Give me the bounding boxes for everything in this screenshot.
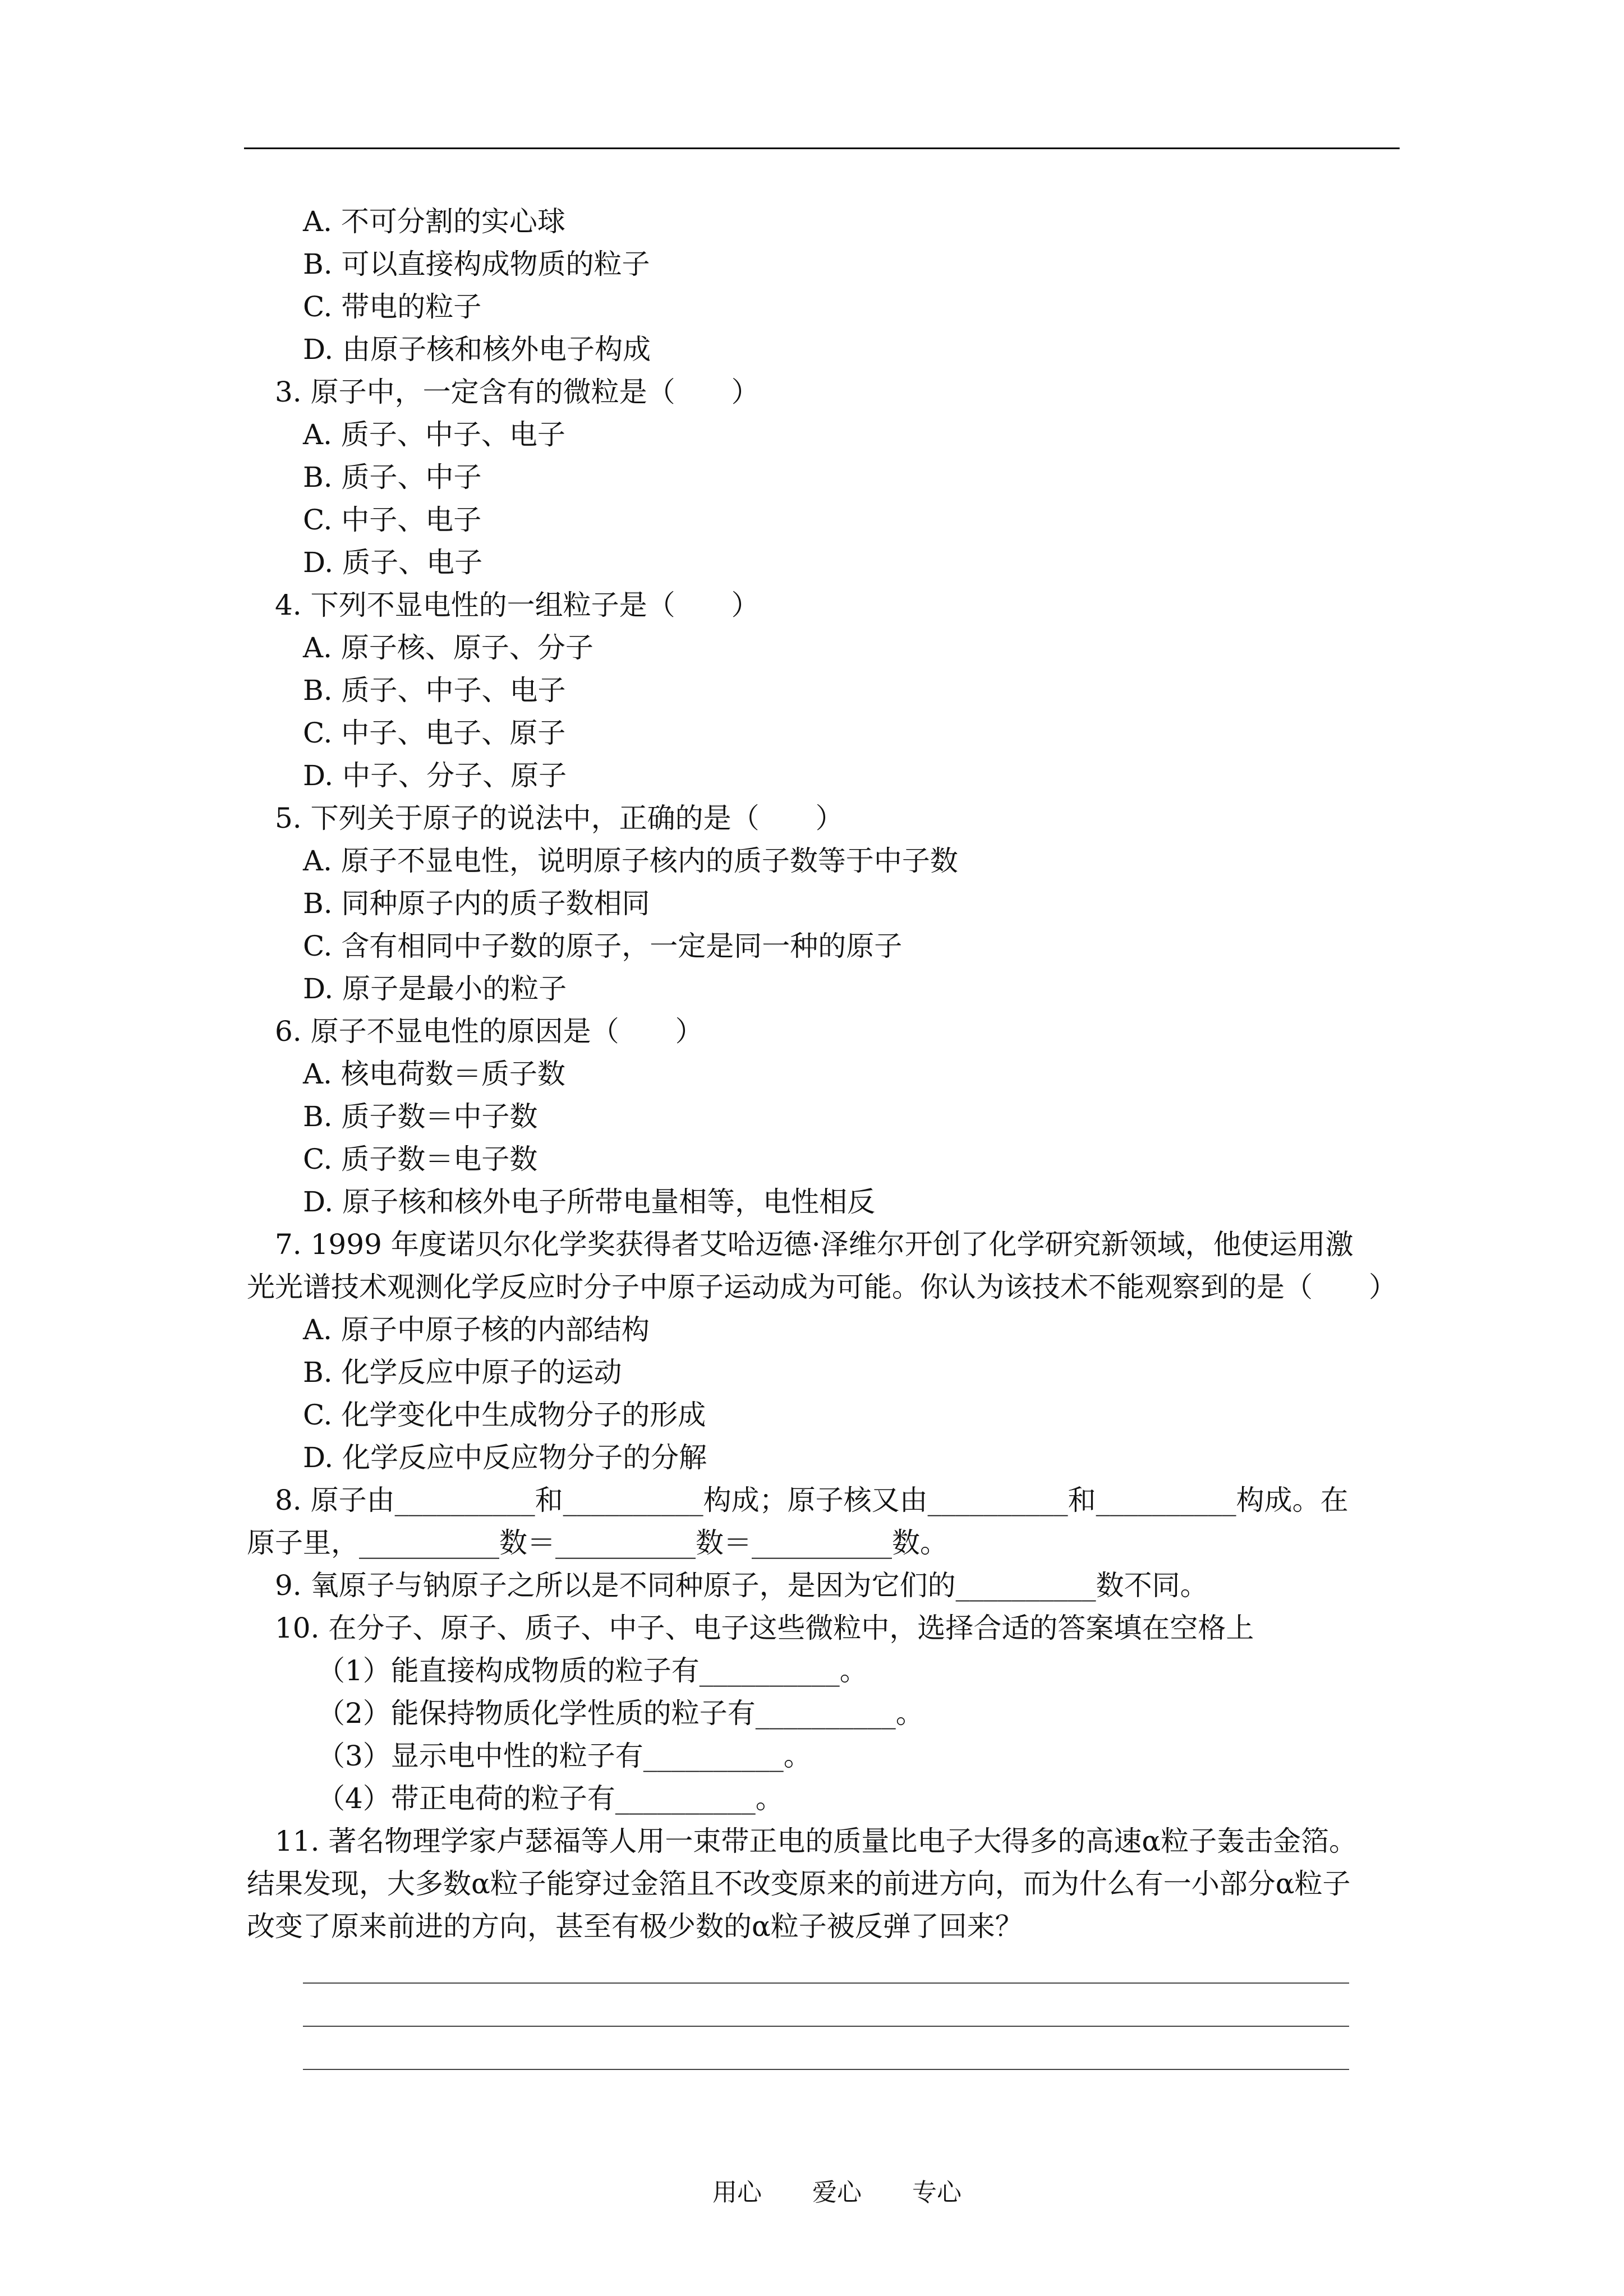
- option-a: A. 核电荷数＝质子数: [303, 1058, 565, 1090]
- option-d: D. 化学反应中反应物分子的分解: [303, 1441, 707, 1474]
- question-11-continued: 改变了原来前进的方向，甚至有极少数的α粒子被反弹了回来？: [247, 1910, 1023, 1943]
- answer-line: [303, 1983, 1349, 1984]
- option-c: C. 带电的粒子: [303, 291, 482, 323]
- question-11: 11. 著名物理学家卢瑟福等人用一束带正电的质量比电子大得多的高速α粒子轰击金箔。: [275, 1825, 1358, 1857]
- question-10: 10. 在分子、原子、质子、中子、电子这些微粒中，选择合适的答案填在空格上: [275, 1612, 1254, 1644]
- footer: [697, 2149, 961, 2207]
- sub-question-1: （1）能直接构成物质的粒子有__________。: [317, 1654, 868, 1687]
- answer-line: [303, 2069, 1349, 2070]
- option-a: A. 原子中原子核的内部结构: [303, 1313, 650, 1346]
- option-c: C. 化学变化中生成物分子的形成: [303, 1399, 706, 1431]
- question-5: 5. 下列关于原子的说法中，正确的是（ ）: [275, 802, 844, 835]
- option-d: D. 质子、电子: [303, 546, 483, 579]
- option-b: B. 质子数＝中子数: [303, 1100, 538, 1133]
- footer-word: 爱心: [812, 2178, 862, 2207]
- question-3: 3. 原子中，一定含有的微粒是（ ）: [275, 376, 760, 408]
- option-d: D. 由原子核和核外电子构成: [303, 333, 651, 366]
- question-7-continued: 光光谱技术观测化学反应时分子中原子运动成为可能。你认为该技术不能观察到的是（ ）: [247, 1271, 1397, 1303]
- option-c: C. 中子、电子: [303, 504, 482, 536]
- option-b: B. 化学反应中原子的运动: [303, 1356, 622, 1389]
- option-c: C. 质子数＝电子数: [303, 1143, 538, 1175]
- option-a: A. 原子核、原子、分子: [303, 631, 594, 664]
- question-8-continued: 原子里，__________数＝__________数＝__________数。: [247, 1527, 948, 1559]
- question-9: 9. 氧原子与钠原子之所以是不同种原子，是因为它们的__________数不同。: [275, 1569, 1208, 1602]
- option-d: D. 原子核和核外电子所带电量相等，电性相反: [303, 1186, 876, 1218]
- sub-question-3: （3）显示电中性的粒子有__________。: [317, 1740, 812, 1772]
- option-d: D. 中子、分子、原子: [303, 759, 567, 792]
- option-c: C. 含有相同中子数的原子，一定是同一种的原子: [303, 930, 903, 962]
- question-11-continued: 结果发现，大多数α粒子能穿过金箔且不改变原来的前进方向，而为什么有一小部分α粒子: [247, 1868, 1351, 1900]
- question-7: 7. 1999 年度诺贝尔化学奖获得者艾哈迈德·泽维尔开创了化学研究新领域，他使运用激: [275, 1228, 1354, 1261]
- question-6: 6. 原子不显电性的原因是（ ）: [275, 1015, 703, 1048]
- option-d: D. 原子是最小的粒子: [303, 972, 567, 1005]
- question-8: 8. 原子由__________和__________构成；原子核又由__________和__________构成。在: [275, 1484, 1349, 1516]
- question-4: 4. 下列不显电性的一组粒子是（ ）: [275, 589, 760, 621]
- option-b: B. 质子、中子、电子: [303, 674, 566, 707]
- option-b: B. 质子、中子: [303, 461, 482, 494]
- answer-line: [303, 2026, 1349, 2027]
- option-a: A. 不可分割的实心球: [303, 205, 565, 238]
- option-b: B. 可以直接构成物质的粒子: [303, 248, 650, 280]
- footer-word: 用心: [712, 2178, 762, 2207]
- sub-question-2: （2）能保持物质化学性质的粒子有__________。: [317, 1697, 924, 1730]
- option-a: A. 原子不显电性，说明原子核内的质子数等于中子数: [303, 845, 958, 877]
- option-a: A. 质子、中子、电子: [303, 418, 565, 451]
- sub-question-4: （4）带正电荷的粒子有__________。: [317, 1782, 784, 1815]
- option-b: B. 同种原子内的质子数相同: [303, 887, 650, 920]
- option-c: C. 中子、电子、原子: [303, 717, 566, 749]
- footer-word: 专心: [912, 2178, 961, 2207]
- header-rule: [244, 147, 1400, 149]
